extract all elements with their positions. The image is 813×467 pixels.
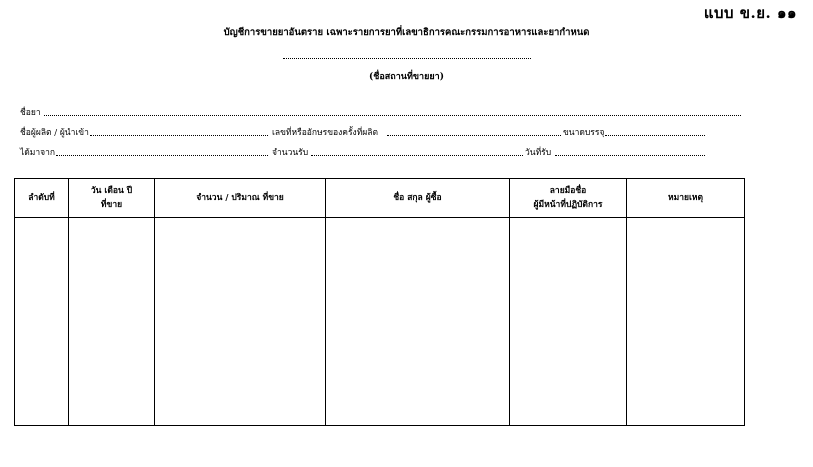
drug-name-label: ชื่อยา: [20, 108, 41, 118]
date-received-label: วันที่รับ: [525, 148, 552, 158]
form-title: บัญชีการขายยาอันตราย เฉพาะรายการยาที่เลขาธิการคณะกรรมการอาหารและยากำหนด: [223, 27, 590, 38]
received-from-label: ได้มาจาก: [20, 148, 56, 158]
lot-number-field[interactable]: [387, 127, 561, 136]
table-row: [15, 218, 745, 426]
cell-buyer[interactable]: [326, 218, 510, 426]
manufacturer-field[interactable]: [90, 127, 268, 136]
cell-no[interactable]: [15, 218, 69, 426]
table-header-row: [15, 179, 745, 218]
col-header-signature: ลายมือชื่อ ผู้มีหน้าที่ปฏิบัติการ: [510, 179, 627, 218]
col-header-date-sold: วัน เดือน ปี ที่ขาย: [69, 179, 155, 218]
package-size-label: ขนาดบรรจุ: [563, 128, 605, 138]
cell-date-sold[interactable]: [69, 218, 155, 426]
col-header-buyer: ชื่อ สกุล ผู้ซื้อ: [326, 179, 510, 218]
quantity-received-field[interactable]: [311, 147, 523, 156]
form-code: แบบ ข.ย. ๑๑: [703, 4, 797, 22]
quantity-received-label: จำนวนรับ: [272, 148, 309, 158]
col-header-quantity: จำนวน / ปริมาณ ที่ขาย: [155, 179, 326, 218]
drug-name-field[interactable]: [44, 107, 741, 116]
col-header-remarks: หมายเหตุ: [627, 179, 745, 218]
date-received-field[interactable]: [555, 147, 705, 156]
sales-register-table: [14, 178, 745, 426]
package-size-field[interactable]: [605, 127, 705, 136]
cell-remarks[interactable]: [627, 218, 745, 426]
cell-signature[interactable]: [510, 218, 627, 426]
cell-quantity[interactable]: [155, 218, 326, 426]
lot-number-label: เลขที่หรืออักษรของครั้งที่ผลิต: [272, 128, 379, 138]
store-name-field[interactable]: [283, 48, 531, 59]
manufacturer-label: ชื่อผู้ผลิต / ผู้นำเข้า: [20, 128, 89, 138]
received-from-field[interactable]: [56, 147, 268, 156]
col-header-no: ลำดับที่: [15, 179, 69, 218]
store-name-caption: (ชื่อสถานที่ขายยา): [369, 72, 444, 82]
